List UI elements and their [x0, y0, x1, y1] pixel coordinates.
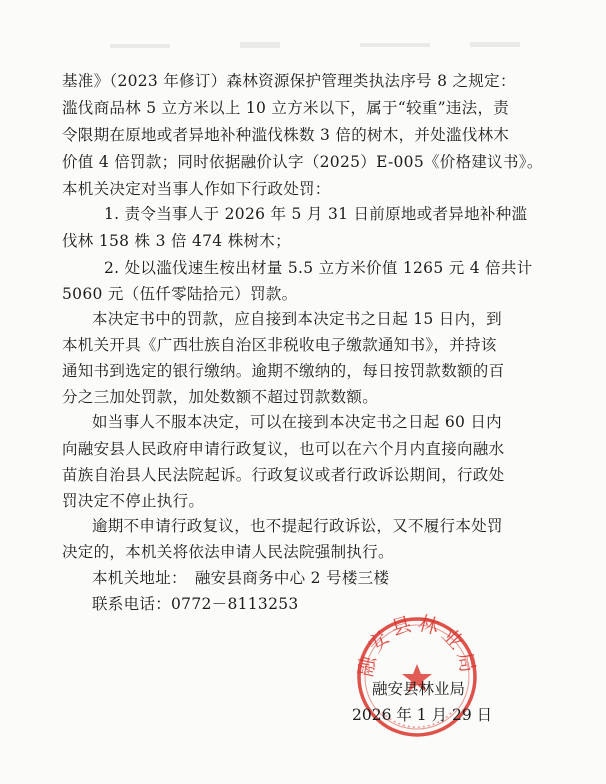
body-line-2: 滥伐商品林 5 立方米以上 10 立方米以下，属于“较重”违法，责 — [62, 99, 510, 117]
payment-para-line-4: 分之三加处罚款，加处数额不超过罚款数额。 — [62, 388, 379, 406]
penalty-item-1-line-2: 伐林 158 株 3 倍 474 株树木； — [62, 232, 291, 250]
appeal-para-line-3: 苗族自治县人民法院起诉。行政复议或者行政诉讼期间，行政处 — [62, 466, 505, 484]
contact-phone: 联系电话：0772－8113253 — [92, 595, 299, 613]
penalty-item-2-line-1: 2. 处以滥伐速生桉出材量 5.5 立方米价值 1265 元 4 倍共计 — [104, 259, 533, 277]
penalty-item-1-line-1: 1. 责令当事人于 2026 年 5 月 31 日前原地或者异地补种滥 — [104, 205, 528, 223]
penalty-item-2-line-2: 5060 元（伍仟零陆拾元）罚款。 — [62, 285, 298, 303]
office-address: 本机关地址： 融安县商务中心 2 号楼三楼 — [92, 569, 390, 587]
payment-para-line-3: 通知书到选定的银行缴纳。逾期不缴纳的，每日按罚款数额的百 — [62, 362, 505, 380]
body-line-1: 基准》（2023 年修订）森林资源保护管理类执法序号 8 之规定： — [62, 72, 516, 90]
appeal-para-line-2: 向融安县人民政府申请行政复议，也可以在六个月内直接向融水 — [62, 440, 505, 458]
body-line-3: 令限期在原地或者异地补种滥伐株数 3 倍的树木，并处滥伐林木 — [62, 126, 510, 144]
enforcement-para-line-2: 决定的，本机关将依法申请人民法院强制执行。 — [62, 543, 394, 561]
appeal-para-line-4: 罚决定不停止执行。 — [62, 492, 205, 510]
payment-para-line-1: 本决定书中的罚款，应自接到本决定书之日起 15 日内，到 — [92, 310, 502, 328]
signature-org: 融安县林业局 — [372, 680, 466, 698]
payment-para-line-2: 本机关开具《广西壮族自治区非税收电子缴款通知书》，并持该 — [62, 336, 497, 354]
svg-text:融安县林业局: 融安县林业局 — [352, 612, 482, 679]
enforcement-para-line-1: 逾期不申请行政复议，也不提起行政诉讼，又不履行本处罚 — [92, 517, 503, 535]
appeal-para-line-1: 如当事人不服本决定，可以在接到本决定书之日起 60 日内 — [92, 413, 502, 431]
signature-date: 2026 年 1 月 29 日 — [352, 706, 493, 724]
faint-bleed-through-text — [110, 38, 530, 56]
body-line-5: 本机关决定对当事人作如下行政处罚： — [62, 180, 331, 198]
body-line-4: 价值 4 倍罚款；同时依据融价认字（2025）E-005《价格建议书》。 — [62, 153, 543, 171]
